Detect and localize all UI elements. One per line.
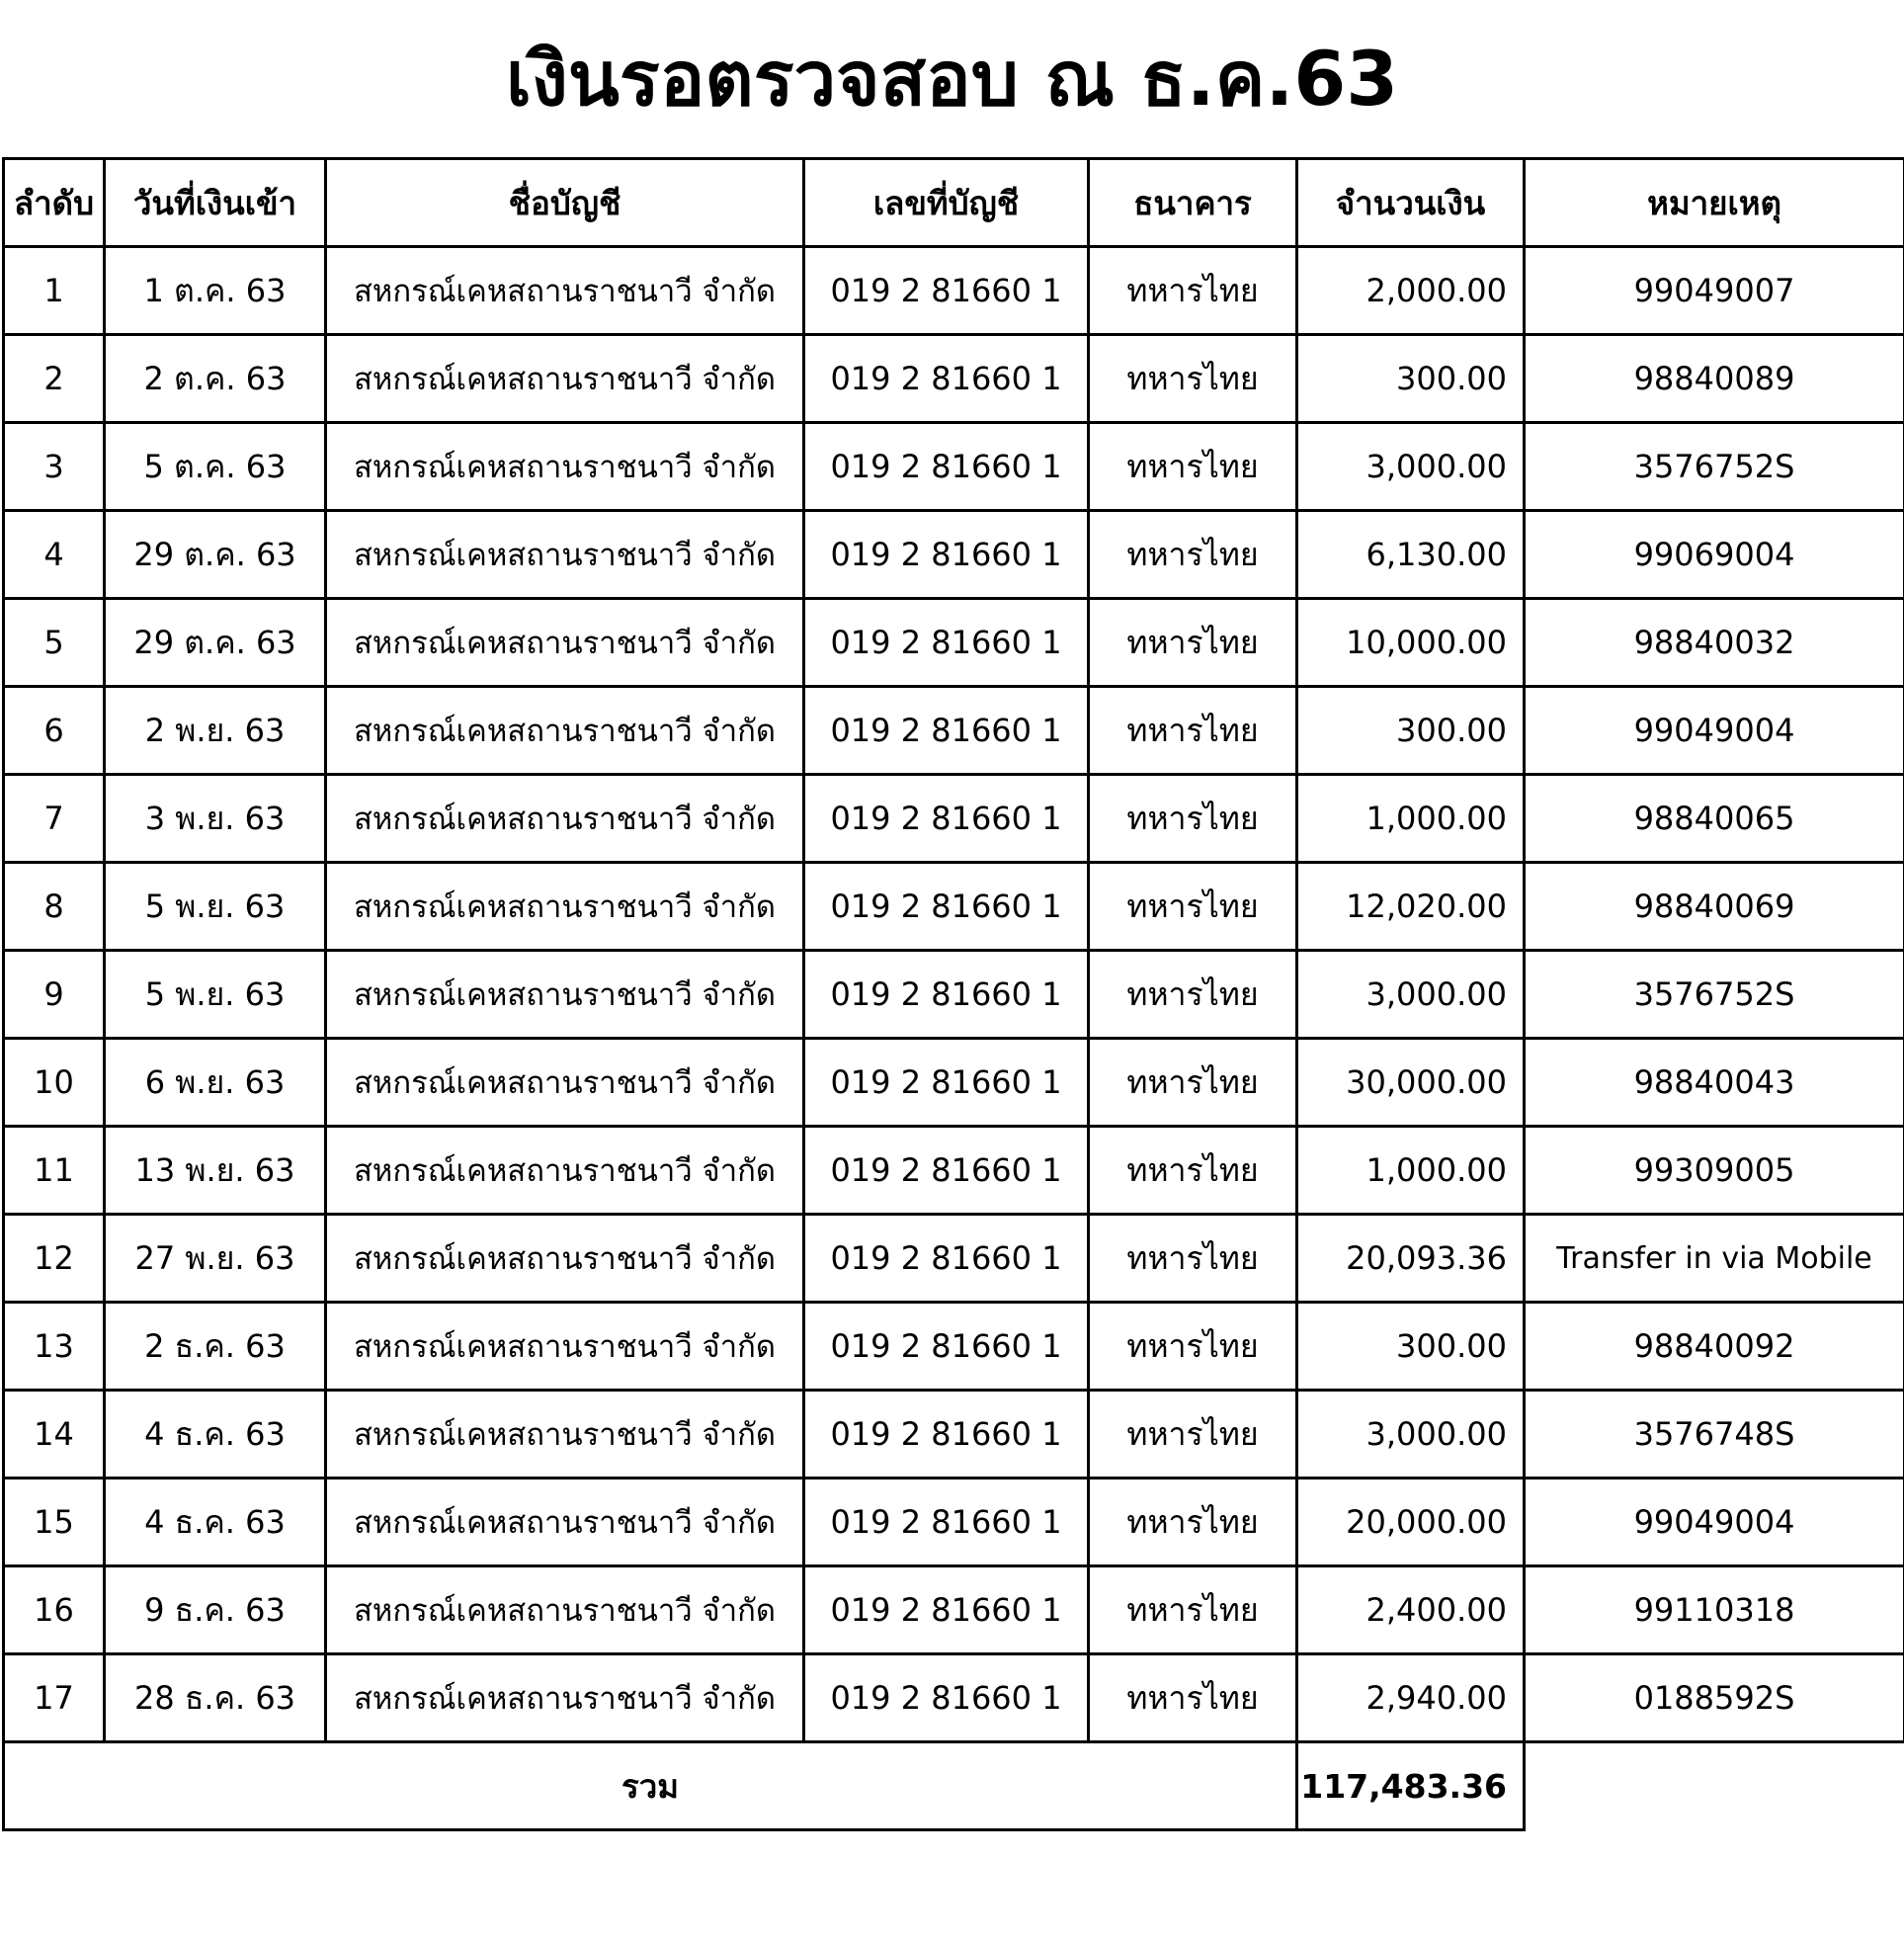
cell-account-no: 019 2 81660 1 [804, 1127, 1089, 1215]
total-amount: 117,483.36 [1297, 1742, 1525, 1830]
cell-no: 14 [4, 1391, 105, 1479]
cell-date: 2 ธ.ค. 63 [105, 1303, 326, 1391]
table-row [4, 687, 1904, 775]
table-row [4, 863, 1904, 951]
header-date: วันที่เงินเข้า [105, 159, 326, 247]
cell-account-no: 019 2 81660 1 [804, 1479, 1089, 1566]
cell-account-no: 019 2 81660 1 [804, 687, 1089, 775]
cell-note: 98840092 [1525, 1303, 1904, 1391]
cell-bank: ทหารไทย [1089, 863, 1297, 951]
cell-note: 99049004 [1525, 1479, 1904, 1566]
cell-amount: 20,000.00 [1297, 1479, 1525, 1566]
cell-no: 6 [4, 687, 105, 775]
cell-account-name: สหกรณ์เคหสถานราชนาวี จำกัด [326, 1303, 804, 1391]
cell-account-no: 019 2 81660 1 [804, 335, 1089, 423]
cell-account-no: 019 2 81660 1 [804, 1391, 1089, 1479]
cell-date: 2 พ.ย. 63 [105, 687, 326, 775]
header-note: หมายเหตุ [1525, 159, 1904, 247]
cell-note: 98840065 [1525, 775, 1904, 863]
cell-date: 27 พ.ย. 63 [105, 1215, 326, 1303]
cell-no: 15 [4, 1479, 105, 1566]
cell-note: 99309005 [1525, 1127, 1904, 1215]
cell-date: 6 พ.ย. 63 [105, 1039, 326, 1127]
cell-account-name: สหกรณ์เคหสถานราชนาวี จำกัด [326, 775, 804, 863]
table-row [4, 1215, 1904, 1303]
page-title: เงินรอตรวจสอบ ณ ธ.ค.63 [505, 35, 1399, 123]
table-row [4, 423, 1904, 511]
table-row [4, 951, 1904, 1039]
cell-no: 3 [4, 423, 105, 511]
cell-amount: 20,093.36 [1297, 1215, 1525, 1303]
total-row [4, 1742, 1904, 1830]
cell-note: 99049004 [1525, 687, 1904, 775]
cell-amount: 1,000.00 [1297, 1127, 1525, 1215]
cell-bank: ทหารไทย [1089, 1654, 1297, 1742]
cell-date: 1 ต.ค. 63 [105, 247, 326, 335]
cell-account-no: 019 2 81660 1 [804, 951, 1089, 1039]
cell-account-name: สหกรณ์เคหสถานราชนาวี จำกัด [326, 863, 804, 951]
table-row [4, 247, 1904, 335]
table-row [4, 511, 1904, 599]
cell-account-name: สหกรณ์เคหสถานราชนาวี จำกัด [326, 247, 804, 335]
cell-account-name: สหกรณ์เคหสถานราชนาวี จำกัด [326, 1566, 804, 1654]
header-account-no: เลขที่บัญชี [804, 159, 1089, 247]
cell-account-no: 019 2 81660 1 [804, 423, 1089, 511]
cell-bank: ทหารไทย [1089, 1479, 1297, 1566]
cell-note: 99069004 [1525, 511, 1904, 599]
cell-date: 2 ต.ค. 63 [105, 335, 326, 423]
table-row [4, 775, 1904, 863]
cell-no: 4 [4, 511, 105, 599]
cell-bank: ทหารไทย [1089, 335, 1297, 423]
cell-date: 9 ธ.ค. 63 [105, 1566, 326, 1654]
cell-no: 9 [4, 951, 105, 1039]
cell-date: 13 พ.ย. 63 [105, 1127, 326, 1215]
cell-bank: ทหารไทย [1089, 1039, 1297, 1127]
cell-no: 7 [4, 775, 105, 863]
cell-bank: ทหารไทย [1089, 687, 1297, 775]
cell-amount: 2,400.00 [1297, 1566, 1525, 1654]
cell-date: 4 ธ.ค. 63 [105, 1391, 326, 1479]
cell-account-name: สหกรณ์เคหสถานราชนาวี จำกัด [326, 1654, 804, 1742]
cell-date: 5 พ.ย. 63 [105, 951, 326, 1039]
cell-bank: ทหารไทย [1089, 1391, 1297, 1479]
table-row [4, 1039, 1904, 1127]
cell-no: 16 [4, 1566, 105, 1654]
cell-account-name: สหกรณ์เคหสถานราชนาวี จำกัด [326, 1127, 804, 1215]
header-bank: ธนาคาร [1089, 159, 1297, 247]
cell-account-no: 019 2 81660 1 [804, 599, 1089, 687]
cell-account-name: สหกรณ์เคหสถานราชนาวี จำกัด [326, 687, 804, 775]
cell-bank: ทหารไทย [1089, 1215, 1297, 1303]
deposit-table [2, 157, 1904, 1831]
cell-bank: ทหารไทย [1089, 951, 1297, 1039]
cell-note: 98840032 [1525, 599, 1904, 687]
cell-note: 3576748S [1525, 1391, 1904, 1479]
cell-bank: ทหารไทย [1089, 247, 1297, 335]
cell-bank: ทหารไทย [1089, 1303, 1297, 1391]
cell-amount: 2,000.00 [1297, 247, 1525, 335]
cell-bank: ทหารไทย [1089, 1566, 1297, 1654]
cell-note: Transfer in via Mobile [1525, 1215, 1904, 1303]
cell-bank: ทหารไทย [1089, 775, 1297, 863]
cell-account-name: สหกรณ์เคหสถานราชนาวี จำกัด [326, 335, 804, 423]
cell-amount: 2,940.00 [1297, 1654, 1525, 1742]
table-row [4, 1391, 1904, 1479]
cell-amount: 3,000.00 [1297, 1391, 1525, 1479]
cell-account-no: 019 2 81660 1 [804, 863, 1089, 951]
cell-account-name: สหกรณ์เคหสถานราชนาวี จำกัด [326, 511, 804, 599]
cell-no: 17 [4, 1654, 105, 1742]
table-row [4, 599, 1904, 687]
total-blank-cell [1525, 1742, 1904, 1830]
total-label: รวม [4, 1742, 1297, 1830]
table-row [4, 1127, 1904, 1215]
cell-no: 5 [4, 599, 105, 687]
cell-bank: ทหารไทย [1089, 423, 1297, 511]
cell-bank: ทหารไทย [1089, 1127, 1297, 1215]
cell-amount: 30,000.00 [1297, 1039, 1525, 1127]
cell-no: 13 [4, 1303, 105, 1391]
cell-account-name: สหกรณ์เคหสถานราชนาวี จำกัด [326, 1479, 804, 1566]
cell-amount: 1,000.00 [1297, 775, 1525, 863]
cell-account-name: สหกรณ์เคหสถานราชนาวี จำกัด [326, 1391, 804, 1479]
header-amount: จำนวนเงิน [1297, 159, 1525, 247]
cell-no: 2 [4, 335, 105, 423]
table-row [4, 1654, 1904, 1742]
cell-account-name: สหกรณ์เคหสถานราชนาวี จำกัด [326, 423, 804, 511]
table-row [4, 1479, 1904, 1566]
cell-account-name: สหกรณ์เคหสถานราชนาวี จำกัด [326, 951, 804, 1039]
cell-note: 98840043 [1525, 1039, 1904, 1127]
cell-account-no: 019 2 81660 1 [804, 1566, 1089, 1654]
cell-amount: 12,020.00 [1297, 863, 1525, 951]
cell-date: 29 ต.ค. 63 [105, 511, 326, 599]
cell-account-no: 019 2 81660 1 [804, 1215, 1089, 1303]
cell-date: 5 พ.ย. 63 [105, 863, 326, 951]
cell-no: 8 [4, 863, 105, 951]
cell-account-no: 019 2 81660 1 [804, 511, 1089, 599]
cell-account-no: 019 2 81660 1 [804, 1303, 1089, 1391]
cell-no: 1 [4, 247, 105, 335]
cell-amount: 10,000.00 [1297, 599, 1525, 687]
cell-amount: 6,130.00 [1297, 511, 1525, 599]
cell-note: 99110318 [1525, 1566, 1904, 1654]
cell-amount: 3,000.00 [1297, 423, 1525, 511]
cell-note: 0188592S [1525, 1654, 1904, 1742]
cell-date: 28 ธ.ค. 63 [105, 1654, 326, 1742]
cell-no: 11 [4, 1127, 105, 1215]
cell-note: 98840089 [1525, 335, 1904, 423]
cell-amount: 300.00 [1297, 1303, 1525, 1391]
cell-amount: 3,000.00 [1297, 951, 1525, 1039]
cell-account-no: 019 2 81660 1 [804, 775, 1089, 863]
table-row [4, 335, 1904, 423]
cell-account-name: สหกรณ์เคหสถานราชนาวี จำกัด [326, 1039, 804, 1127]
table-row [4, 1566, 1904, 1654]
cell-amount: 300.00 [1297, 687, 1525, 775]
cell-bank: ทหารไทย [1089, 599, 1297, 687]
cell-account-name: สหกรณ์เคหสถานราชนาวี จำกัด [326, 1215, 804, 1303]
cell-amount: 300.00 [1297, 335, 1525, 423]
cell-note: 3576752S [1525, 423, 1904, 511]
cell-bank: ทหารไทย [1089, 511, 1297, 599]
cell-date: 4 ธ.ค. 63 [105, 1479, 326, 1566]
cell-note: 98840069 [1525, 863, 1904, 951]
cell-account-no: 019 2 81660 1 [804, 1039, 1089, 1127]
cell-date: 3 พ.ย. 63 [105, 775, 326, 863]
cell-no: 12 [4, 1215, 105, 1303]
header-account-name: ชื่อบัญชี [326, 159, 804, 247]
cell-date: 5 ต.ค. 63 [105, 423, 326, 511]
cell-account-name: สหกรณ์เคหสถานราชนาวี จำกัด [326, 599, 804, 687]
table-row [4, 1303, 1904, 1391]
cell-no: 10 [4, 1039, 105, 1127]
cell-note: 99049007 [1525, 247, 1904, 335]
header-no: ลำดับ [4, 159, 105, 247]
table-header-row [4, 159, 1904, 247]
cell-account-no: 019 2 81660 1 [804, 1654, 1089, 1742]
cell-account-no: 019 2 81660 1 [804, 247, 1089, 335]
cell-note: 3576752S [1525, 951, 1904, 1039]
cell-date: 29 ต.ค. 63 [105, 599, 326, 687]
